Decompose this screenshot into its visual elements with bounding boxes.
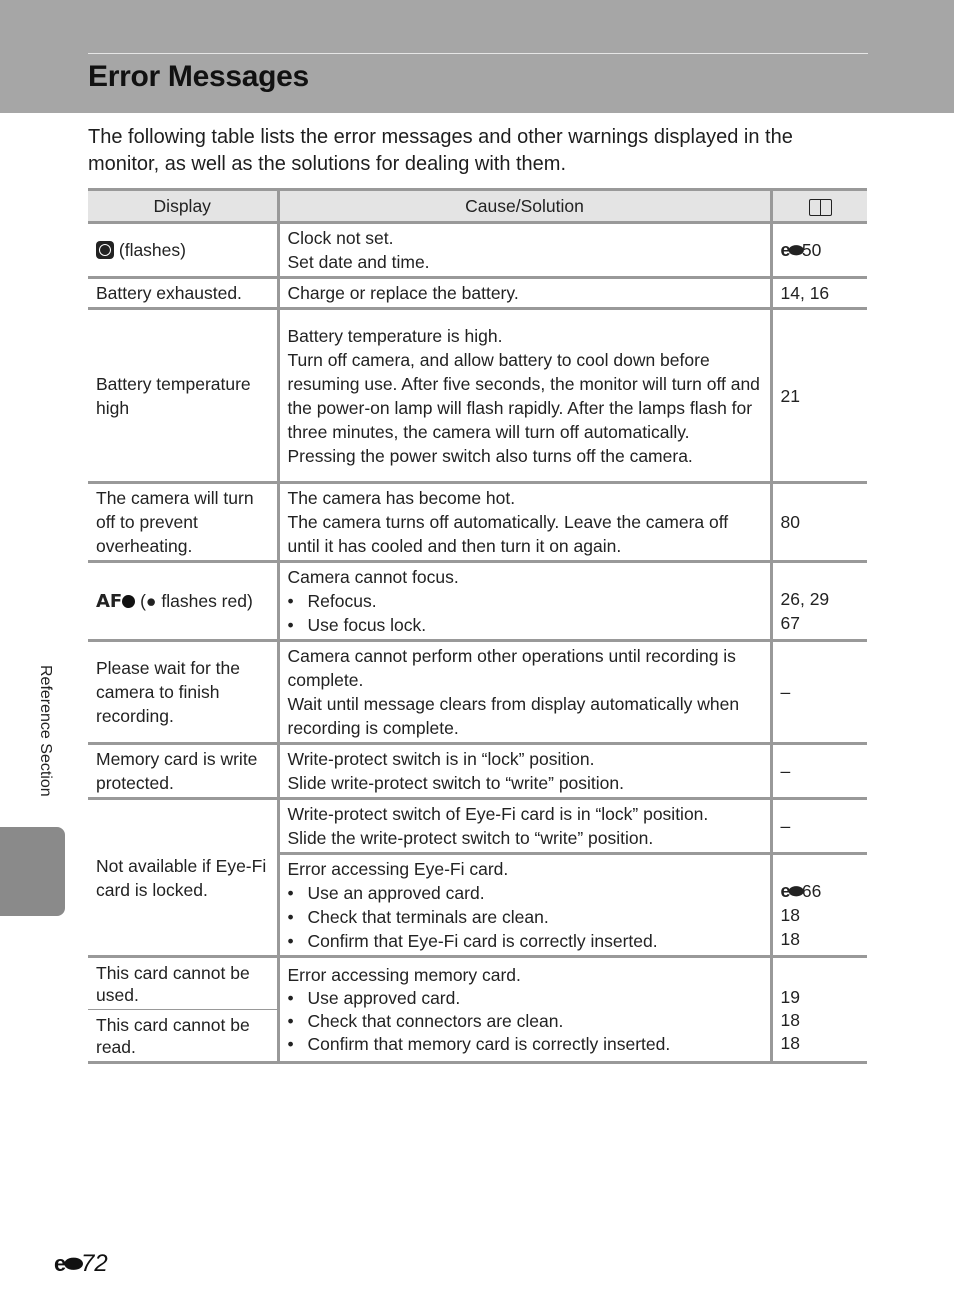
list-item: • Use approved card. — [288, 987, 762, 1010]
cause-cell: Write-protect switch is in “lock” position. Slide write-protect switch to “write” position. — [278, 744, 771, 799]
reference-cell: e⬬50 — [771, 223, 867, 278]
list-item: • Check that terminals are clean. — [288, 905, 762, 929]
cause-cell: The camera has become hot. The camera turns off automatically. Leave the camera off until it has cooled and then turn it on again. — [278, 483, 771, 562]
display-cell: The camera will turn off to prevent overheating. — [88, 483, 278, 562]
table-row — [88, 799, 867, 854]
table-header-row — [88, 190, 867, 223]
intro-paragraph: The following table lists the error messages and other warnings displayed in the monitor, as well as the solutions for dealing with them. — [88, 126, 793, 175]
display-cell: This card cannot be used. — [88, 957, 278, 1010]
display-cell: Battery exhausted. — [88, 278, 278, 309]
list-item: • Use focus lock. — [288, 613, 762, 637]
error-messages-table — [88, 188, 867, 1064]
cause-cell: Error accessing Eye-Fi card. • Use an approved card. • Check that terminals are clean. • Confirm that Eye-Fi card is correctly inserted. — [278, 854, 771, 957]
reference-cell: 80 — [771, 483, 867, 562]
page-number: e⬬72 — [54, 1250, 108, 1277]
cause-cell: Clock not set. Set date and time. — [278, 223, 771, 278]
list-item: • Confirm that Eye-Fi card is correctly inserted. — [288, 929, 762, 953]
reference-cell: 19 18 18 — [771, 957, 867, 1063]
list-item: • Refocus. — [288, 589, 762, 613]
display-cell: This card cannot be read. — [88, 1010, 278, 1063]
table-row — [88, 957, 867, 1010]
header-rule — [88, 53, 868, 54]
list-item: • Use an approved card. — [288, 881, 762, 905]
reference-cell: 21 — [771, 309, 867, 483]
e-reference-icon: e⬬ — [780, 240, 802, 260]
e-reference-icon: e⬬ — [780, 881, 802, 901]
e-reference-icon: e⬬ — [54, 1251, 82, 1276]
cause-cell: Write-protect switch of Eye-Fi card is in “lock” position. Slide the write-protect switch to “write” position. — [278, 799, 771, 854]
reference-cell: 26, 29 67 — [771, 562, 867, 641]
list-item: • Confirm that memory card is correctly inserted. — [288, 1033, 762, 1056]
display-cell: Please wait for the camera to finish recording. — [88, 641, 278, 744]
cause-cell: Camera cannot perform other operations until recording is complete. Wait until message clears from display automatically when recording is complete. — [278, 641, 771, 744]
header-display: Display — [88, 190, 278, 223]
cause-cell: Charge or replace the battery. — [278, 278, 771, 309]
display-cell: Not available if Eye-Fi card is locked. — [88, 799, 278, 957]
table-row — [88, 562, 867, 641]
table-row — [88, 278, 867, 309]
page-title: Error Messages — [88, 60, 309, 93]
reference-cell: – — [771, 744, 867, 799]
list-item: • Check that connectors are clean. — [288, 1010, 762, 1033]
table-row — [88, 744, 867, 799]
reference-cell: 14, 16 — [771, 278, 867, 309]
display-cell: Memory card is write protected. — [88, 744, 278, 799]
table-row — [88, 223, 867, 278]
header-cause-solution: Cause/Solution — [278, 190, 771, 223]
header-band — [0, 0, 954, 113]
reference-cell: e⬬66 18 18 — [771, 854, 867, 957]
side-tab-marker — [0, 827, 65, 916]
table-row — [88, 641, 867, 744]
side-tab-label: Reference Section — [37, 665, 54, 797]
clock-icon — [96, 241, 114, 259]
table-row — [88, 309, 867, 483]
af-indicator-icon: AF — [96, 590, 135, 614]
book-icon — [808, 198, 832, 216]
display-cell: AF (● flashes red) — [88, 562, 278, 641]
reference-cell: – — [771, 799, 867, 854]
header-reference — [771, 190, 867, 223]
display-cell: Battery temperature high — [88, 309, 278, 483]
cause-cell: Camera cannot focus. • Refocus. • Use focus lock. — [278, 562, 771, 641]
table-row — [88, 483, 867, 562]
display-cell: (flashes) — [88, 223, 278, 278]
cause-cell: Error accessing memory card. • Use approved card. • Check that connectors are clean. • Confirm that memory card is correctly inserted. — [278, 957, 771, 1063]
cause-cell: Battery temperature is high. Turn off camera, and allow battery to cool down before resuming use. After five seconds, the monitor will turn off and the power-on lamp will flash rapidly. After the lamps flash for three minutes, the camera will turn off automatically. Pressing the power switch also turns off the camera. — [278, 309, 771, 483]
reference-cell: – — [771, 641, 867, 744]
